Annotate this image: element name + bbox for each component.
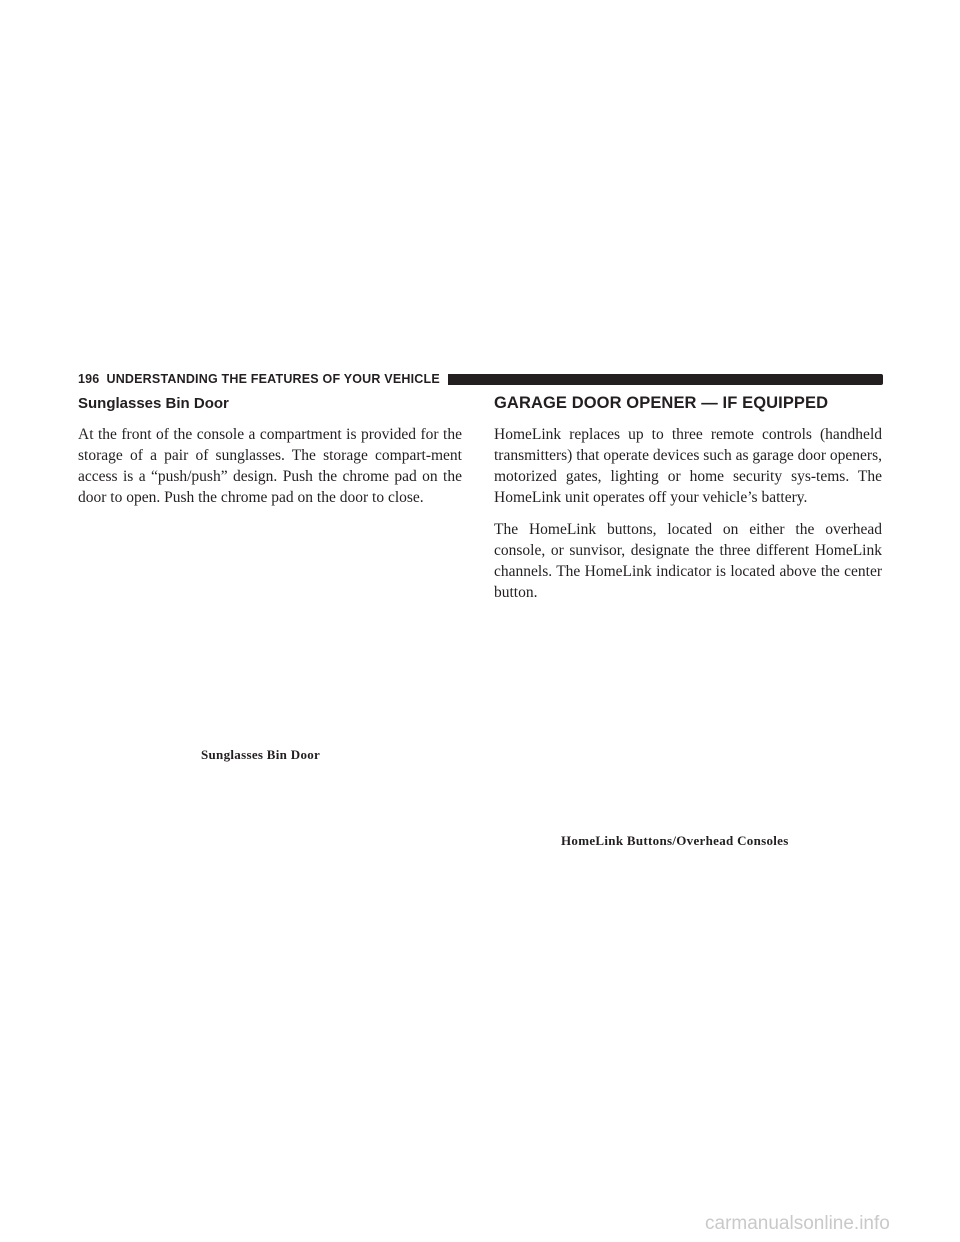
sunglasses-bin-door-heading: Sunglasses Bin Door (78, 395, 229, 412)
right-column (494, 392, 882, 614)
section-title: UNDERSTANDING THE FEATURES OF YOUR VEHICLE (106, 372, 440, 386)
garage-door-opener-heading: GARAGE DOOR OPENER — IF EQUIPPED (494, 394, 829, 412)
homelink-paragraph-2: The HomeLink buttons, located on either the overhead console, or sunvisor, designate the three different HomeLink channels. The HomeLink indicator is located above the center button. (494, 521, 882, 601)
homelink-figure-caption: HomeLink Buttons/Overhead Consoles (561, 833, 789, 848)
page-header (78, 371, 883, 387)
page-number: 196 (78, 372, 100, 386)
homelink-paragraph-1: HomeLink replaces up to three remote controls (handheld transmitters) that operate devices such as garage door openers, motorized gates, lighting or home security sys-tems. The HomeLink unit operates off your vehicle’s battery. (494, 426, 882, 506)
watermark-link[interactable]: carmanualsonline.info (705, 1213, 890, 1234)
header-rule (448, 374, 883, 385)
left-column (78, 392, 462, 519)
sunglasses-paragraph: At the front of the console a compartment is provided for the storage of a pair of sunglasses. The storage compart-ment access is a “push/push” design. Push the chrome pad on the door to open. Push the chrome pad on the door to close. (78, 426, 462, 506)
sunglasses-figure-caption: Sunglasses Bin Door (201, 747, 321, 762)
